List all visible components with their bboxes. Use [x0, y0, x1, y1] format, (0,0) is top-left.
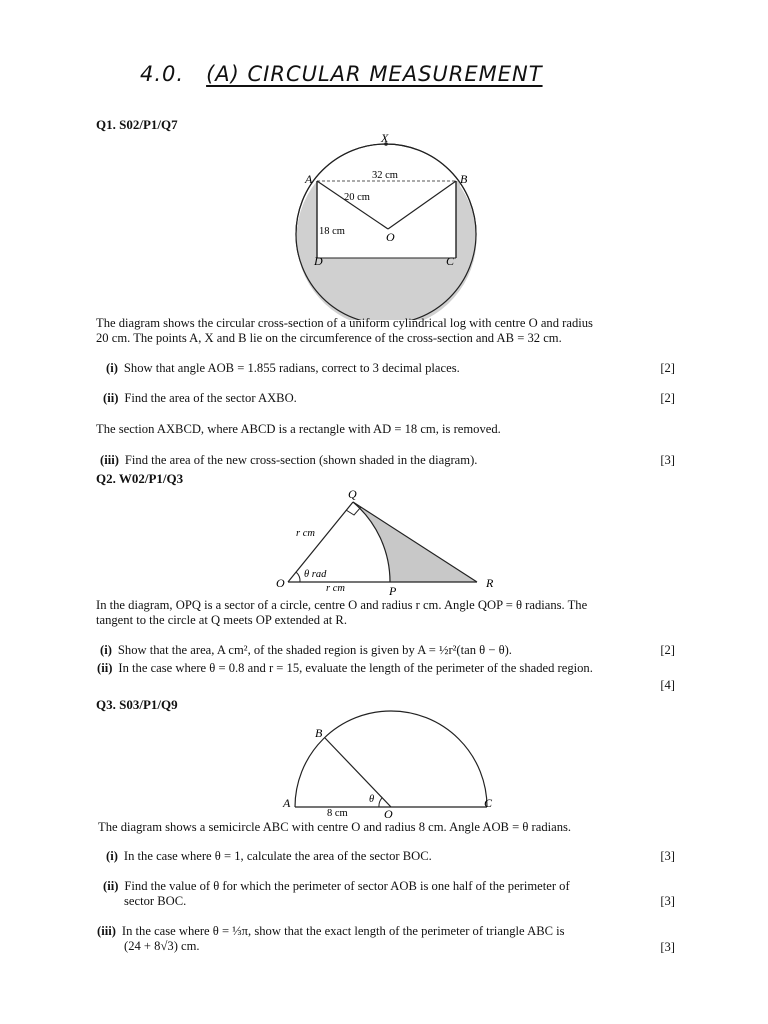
q2-diagram: [270, 484, 510, 600]
q1-heading: Q1. S02/P1/Q7: [96, 117, 178, 132]
q2-part-ii: (ii) In the case where θ = 0.8 and r = 15, evaluate the length of the perimeter of the shaded region.: [97, 661, 593, 675]
q3-diagram: [275, 708, 505, 820]
q3-label-radius: 8 cm: [327, 808, 348, 819]
q1-part-iii-mark: [3]: [660, 453, 675, 467]
q2-angle-arc: [296, 572, 300, 582]
q3-label-b: B: [315, 726, 323, 740]
q3-part-i: (i) In the case where θ = 1, calculate the area of the sector BOC.: [106, 849, 432, 863]
q2-description: [96, 598, 587, 628]
q3-description: The diagram shows a semicircle ABC with centre O and radius 8 cm. Angle AOB = θ radians.: [98, 820, 572, 834]
q1-removal-statement: The section AXBCD, where ABCD is a rectangle with AD = 18 cm, is removed.: [96, 422, 501, 436]
page-title: [140, 62, 543, 86]
q1-description-line1: The diagram shows the circular cross-section of a uniform cylindrical log with centre O and radius: [96, 316, 593, 330]
q3-angle-arc: [379, 798, 382, 807]
q2-label-p: P: [389, 584, 397, 598]
q1-label-d: D: [314, 254, 323, 268]
q2-label-q: Q: [348, 487, 357, 501]
q1-part-iii: (iii) Find the area of the new cross-section (shown shaded in the diagram).: [100, 453, 478, 467]
q2-label-theta: θ rad: [304, 569, 327, 580]
title-number: 4.0.: [140, 62, 185, 86]
q2-part-i: (i) Show that the area, A cm², of the shaded region is given by A = ½r²(tan θ − θ).: [100, 643, 512, 657]
q3-semicircle-arc: [295, 711, 487, 807]
q1-description-line2: 20 cm. The points A, X and B lie on the circumference of the cross-section and AB = 32 cm.: [96, 331, 562, 345]
q3-label-a: A: [283, 796, 291, 810]
q1-label-a: A: [305, 172, 313, 186]
q3-part-i-mark: [3]: [660, 849, 675, 863]
q3-radius-ob: [325, 738, 391, 807]
q3-part-ii: (ii) Find the value of θ for which the perimeter of sector AOB is one half of the perimeter of sector BOC.: [103, 879, 570, 908]
q1-diagram: [280, 128, 490, 320]
q3-label-c: C: [484, 796, 493, 810]
q1-label-o: O: [386, 230, 395, 244]
q2-label-radius-base: r cm: [326, 583, 345, 594]
q1-label-c: C: [446, 254, 455, 268]
q1-label-ao-length: 20 cm: [344, 192, 370, 203]
q1-label-x: X: [381, 131, 389, 145]
q3-part-ii-mark: [3]: [660, 894, 675, 908]
q1-label-b: B: [460, 172, 468, 186]
q2-heading: Q2. W02/P1/Q3: [96, 471, 184, 486]
q3-part-iii-mark: [3]: [660, 940, 675, 954]
q2-label-o: O: [276, 576, 285, 590]
q1-label-ab-length: 32 cm: [372, 170, 398, 181]
q1-part-i: (i) Show that angle AOB = 1.855 radians, correct to 3 decimal places.: [106, 361, 460, 375]
q1-part-i-mark: [2]: [660, 361, 675, 375]
q2-description-line2: tangent to the circle at Q meets OP extended at R.: [96, 613, 347, 627]
q1-part-ii-mark: [2]: [660, 391, 675, 405]
q3-part-iii: (iii) In the case where θ = ⅓π, show that the exact length of the perimeter of triangle ABC is (24 + 8√3) cm.: [97, 924, 565, 953]
q3-label-theta: θ: [369, 794, 375, 805]
q2-part-ii-mark: [4]: [660, 678, 675, 692]
q3-label-o: O: [384, 807, 393, 820]
q2-description-line1: In the diagram, OPQ is a sector of a circle, centre O and radius r cm. Angle QOP = θ radians. The: [96, 598, 588, 612]
q3-heading: Q3. S03/P1/Q9: [96, 697, 178, 712]
q2-label-r: R: [486, 576, 494, 590]
q2-label-radius-side: r cm: [296, 528, 315, 539]
q1-part-ii: (ii) Find the area of the sector AXBO.: [103, 391, 297, 405]
q1-label-ad-length: 18 cm: [319, 226, 345, 237]
q2-part-i-mark: [2]: [660, 643, 675, 657]
q1-description: [96, 316, 593, 346]
title-text: (A) CIRCULAR MEASUREMENT: [206, 62, 543, 86]
